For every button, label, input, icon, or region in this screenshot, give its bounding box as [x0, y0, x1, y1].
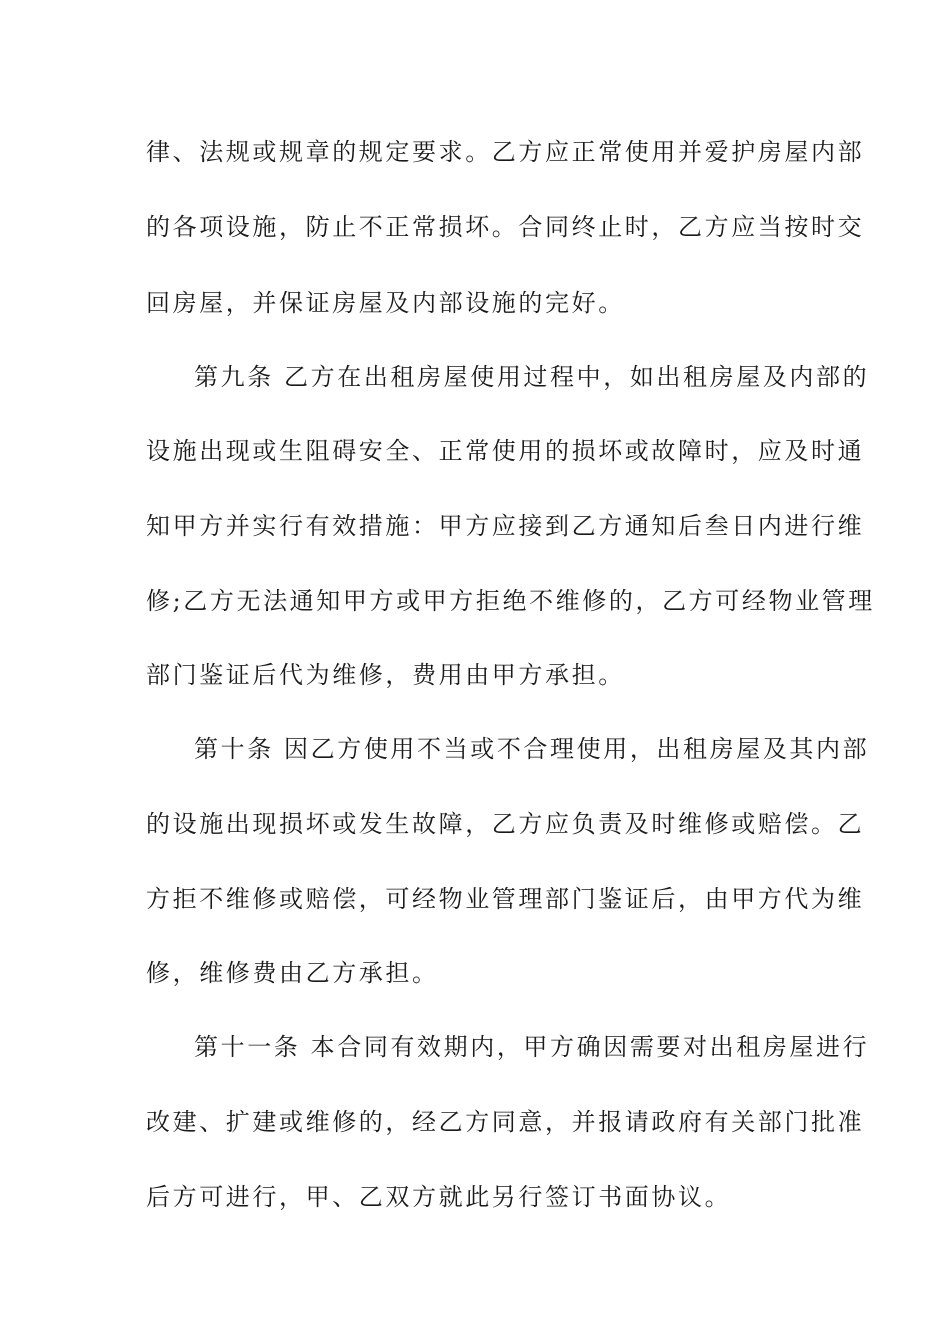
text-line: 设施出现或生阻碍安全、正常使用的损坏或故障时，应及时通: [146, 437, 865, 465]
text-line: 的设施出现损坏或发生故障，乙方应负责及时维修或赔偿。乙: [146, 810, 865, 838]
article-10-first-line: 第十条 因乙方使用不当或不合理使用，出租房屋及其内部: [194, 735, 870, 763]
text-line: 知甲方并实行有效措施：甲方应接到乙方通知后叁日内进行维: [146, 512, 865, 540]
article-9-first-line: 第九条 乙方在出租房屋使用过程中，如出租房屋及内部的: [194, 363, 870, 391]
text-line: 部门鉴证后代为维修，费用由甲方承担。: [146, 661, 625, 689]
text-line: 方拒不维修或赔偿，可经物业管理部门鉴证后，由甲方代为维: [146, 885, 865, 913]
text-line: 后方可进行，甲、乙双方就此另行签订书面协议。: [146, 1183, 732, 1211]
text-line: 律、法规或规章的规定要求。乙方应正常使用并爱护房屋内部: [146, 138, 865, 166]
text-line: 回房屋，并保证房屋及内部设施的完好。: [146, 289, 625, 317]
text-line: 改建、扩建或维修的，经乙方同意，并报请政府有关部门批准: [146, 1108, 865, 1136]
text-line: 修;乙方无法通知甲方或甲方拒绝不维修的，乙方可经物业管理: [146, 587, 875, 615]
article-11-first-line: 第十一条 本合同有效期内，甲方确因需要对出租房屋进行: [194, 1033, 870, 1061]
text-line: 的各项设施，防止不正常损坏。合同终止时，乙方应当按时交: [146, 213, 865, 241]
text-line: 修，维修费由乙方承担。: [146, 959, 439, 987]
